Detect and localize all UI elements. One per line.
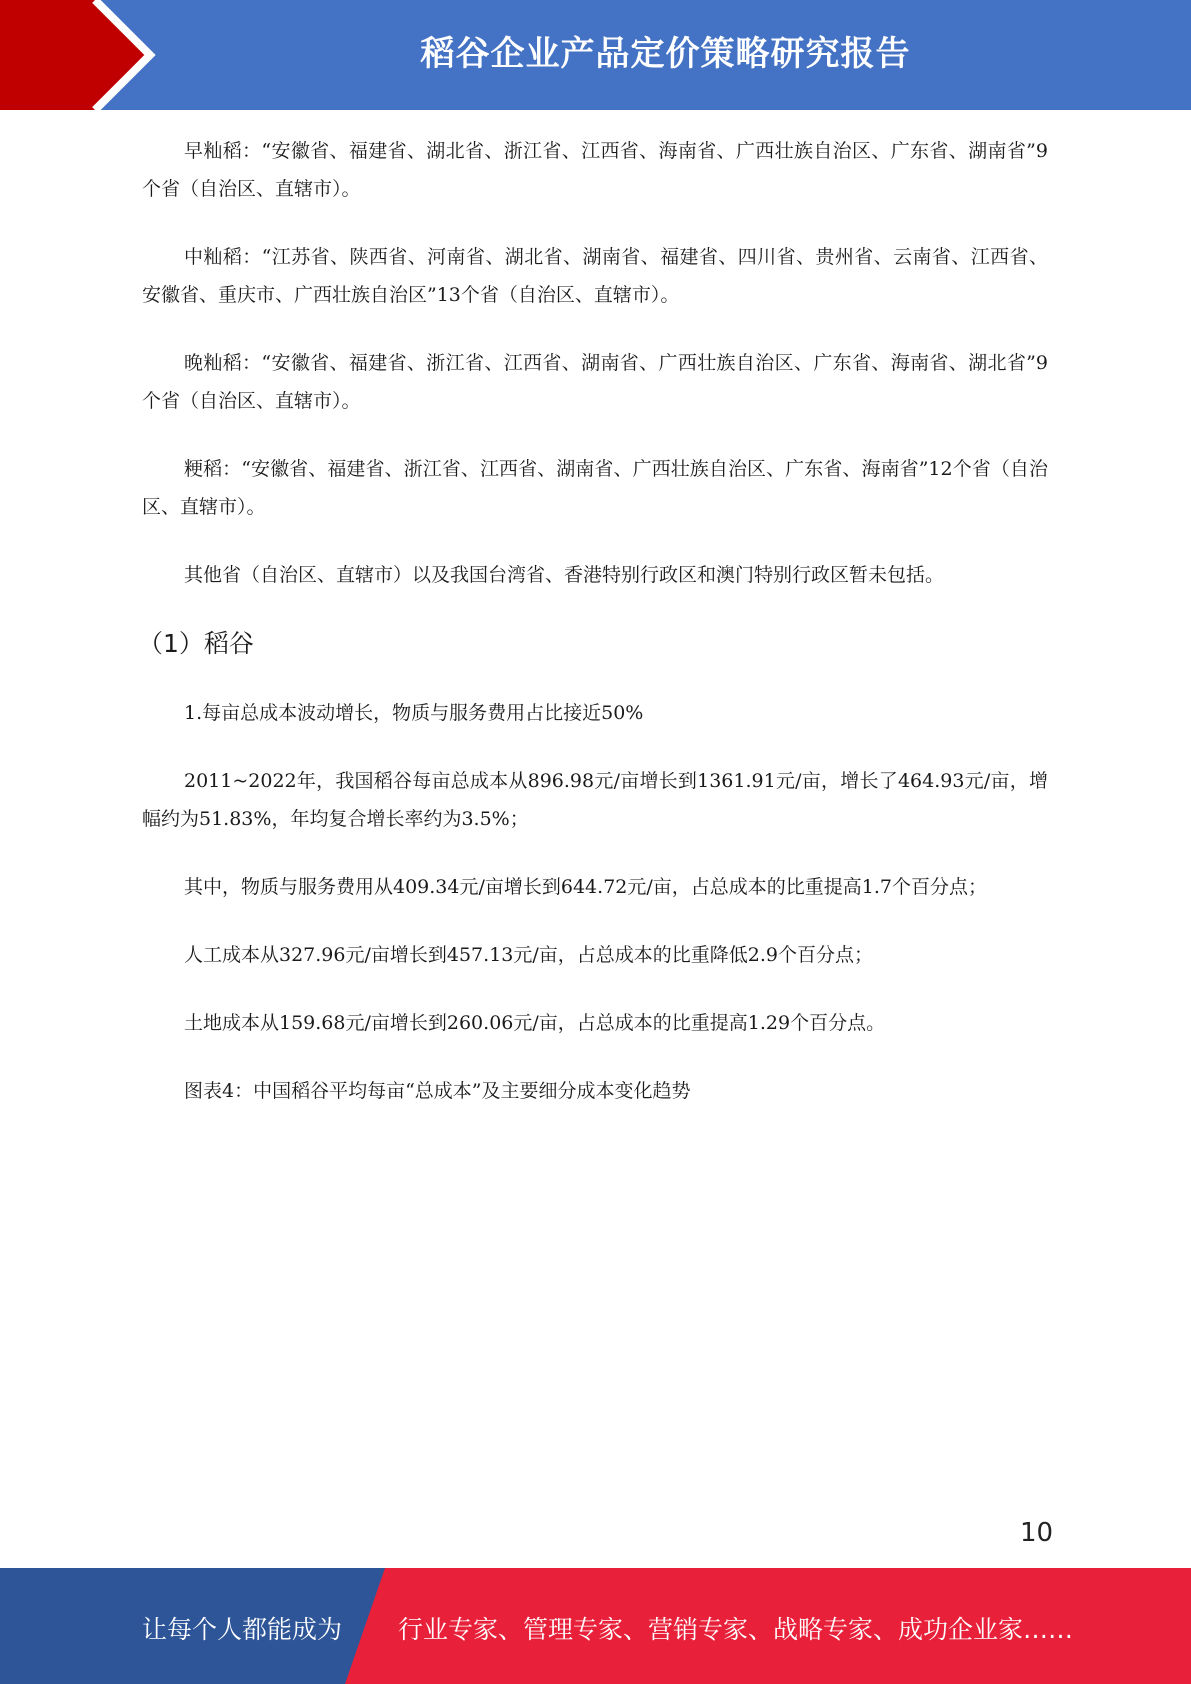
document-body — [138, 132, 1048, 1140]
footer-slogan-left: 让每个人都能成为 — [142, 1615, 343, 1644]
paragraph-mid-indica: 中籼稻：“江苏省、陕西省、河南省、湖北省、湖南省、福建省、四川省、贵州省、云南省、江西省、安徽省、重庆市、广西壮族自治区”13个省（自治区、直辖市）。 — [142, 246, 1048, 306]
footer-slogan-right: 行业专家、管理专家、营销专家、战略专家、成功企业家…… — [398, 1615, 1074, 1644]
paragraph-total-cost: 2011~2022年，我国稻谷每亩总成本从896.98元/亩增长到1361.91元/亩，增长了464.93元/亩，增幅约为51.83%，年均复合增长率约为3.5%； — [142, 770, 1048, 830]
paragraph-labor-cost: 人工成本从327.96元/亩增长到457.13元/亩，占总成本的比重降低2.9个百分点； — [184, 944, 873, 966]
paragraph-material-cost: 其中，物质与服务费用从409.34元/亩增长到644.72元/亩，占总成本的比重提高1.7个百分点； — [184, 876, 987, 898]
figure-caption: 图表4：中国稻谷平均每亩“总成本”及主要细分成本变化趋势 — [184, 1080, 691, 1102]
report-title: 稻谷企业产品定价策略研究报告 — [420, 34, 911, 74]
paragraph-japonica: 粳稻：“安徽省、福建省、浙江省、江西省、湖南省、广西壮族自治区、广东省、海南省”12个省（自治区、直辖市）。 — [142, 458, 1048, 518]
footer-bar — [0, 1568, 1191, 1684]
paragraph-late-indica: 晚籼稻：“安徽省、福建省、浙江省、江西省、湖南省、广西壮族自治区、广东省、海南省、湖北省”9个省（自治区、直辖市）。 — [142, 352, 1048, 412]
paragraph-land-cost: 土地成本从159.68元/亩增长到260.06元/亩，占总成本的比重提高1.29个百分点。 — [184, 1012, 886, 1034]
paragraph-early-indica: 早籼稻：“安徽省、福建省、湖北省、浙江省、江西省、海南省、广西壮族自治区、广东省、湖南省”9个省（自治区、直辖市）。 — [142, 140, 1048, 200]
paragraph-exclusions: 其他省（自治区、直辖市）以及我国台湾省、香港特别行政区和澳门特别行政区暂未包括。 — [184, 564, 945, 586]
subheading-cost-growth: 1.每亩总成本波动增长，物质与服务费用占比接近50% — [184, 702, 644, 724]
header-bar — [0, 0, 1191, 110]
section-heading: （1）稻谷 — [138, 629, 254, 658]
page-number: 10 — [1020, 1518, 1054, 1548]
